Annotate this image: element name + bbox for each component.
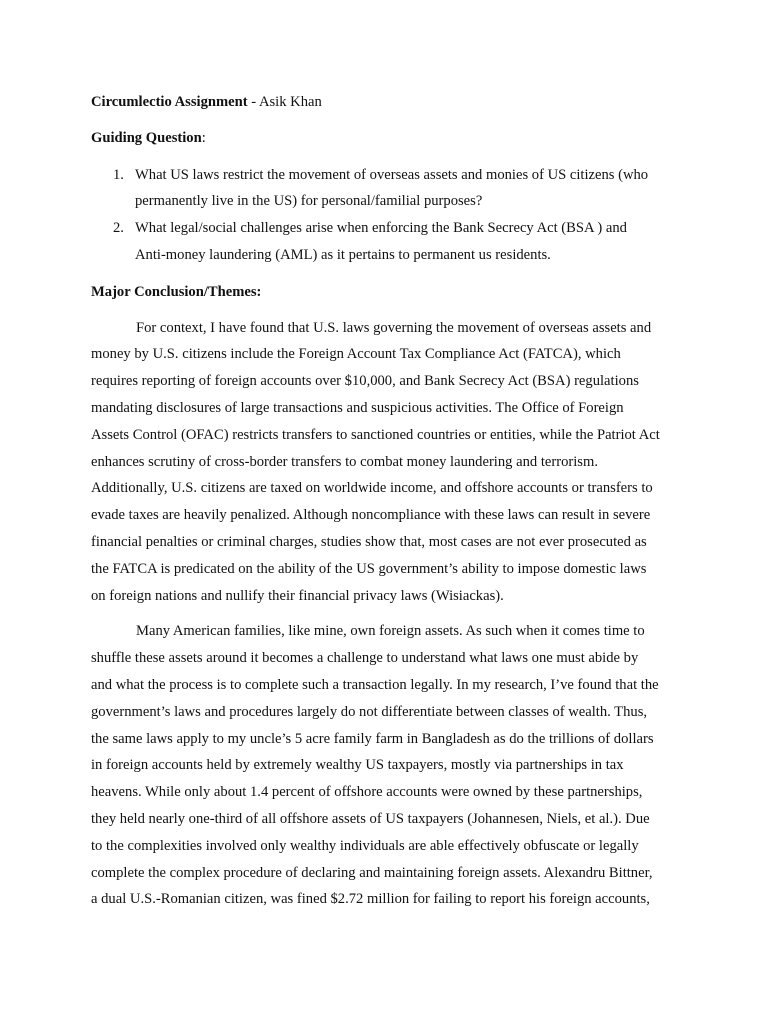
- question-number: 1.: [113, 166, 124, 183]
- paragraph-line: government’s laws and procedures largely do not differentiate between classes of wealth. Thus,: [91, 703, 648, 720]
- paragraph-line: on foreign nations and nullify their financial privacy laws (Wisiackas).: [91, 587, 504, 604]
- paragraph-line: in foreign accounts held by extremely wealthy US taxpayers, mostly via partnerships in tax: [91, 757, 624, 774]
- paragraph-line: complete the complex procedure of declaring and maintaining foreign assets. Alexandru Bittner,: [91, 864, 653, 881]
- document-title: [91, 89, 681, 116]
- themes-heading: Major Conclusion/Themes:: [91, 283, 262, 300]
- paragraph-line: the FATCA is predicated on the ability of the US government’s ability to impose domestic laws: [91, 560, 647, 577]
- body-paragraph-context: [91, 315, 681, 610]
- paragraph-line: Assets Control (OFAC) restricts transfers to sanctioned countries or entities, while the Patriot Act: [91, 426, 660, 443]
- guiding-question-colon: :: [201, 129, 206, 146]
- guiding-question-heading: [91, 125, 681, 152]
- question-line: What legal/social challenges arise when enforcing the Bank Secrecy Act (BSA ) and: [135, 220, 627, 237]
- paragraph-line: mandating disclosures of large transactions and suspicious activities. The Office of Foreign: [91, 399, 624, 416]
- paragraph-line: and what the process is to complete such a transaction legally. In my research, I’ve found that the: [91, 676, 659, 693]
- question-line: Anti-money laundering (AML) as it pertains to permanent us residents.: [135, 246, 551, 263]
- paragraph-line: the same laws apply to my uncle’s 5 acre family farm in Bangladesh as do the trillions of dollars: [91, 730, 654, 747]
- paragraph-line: they held nearly one-third of all offshore assets of US taxpayers (Johannesen, Niels, et al.). Due: [91, 810, 650, 827]
- body-paragraph-families: [91, 618, 681, 913]
- document-body: [91, 89, 681, 922]
- paragraph-line: to the complexities involved only wealthy individuals are able effectively obfuscate or legally: [91, 837, 639, 854]
- assignment-title: Circumlectio Assignment: [91, 94, 248, 110]
- question-line: permanently live in the US) for personal/familial purposes?: [135, 193, 483, 210]
- paragraph-line: Additionally, U.S. citizens are taxed on worldwide income, and offshore accounts or transfers to: [91, 480, 653, 497]
- paragraph-line: a dual U.S.-Romanian citizen, was fined $2.72 million for failing to report his foreign accounts,: [91, 891, 650, 908]
- guiding-question-label: Guiding Question: [91, 129, 202, 146]
- paragraph-line: heavens. While only about 1.4 percent of offshore accounts were owned by these partnerships,: [91, 784, 643, 801]
- paragraph-line: Many American families, like mine, own foreign assets. As such when it comes time to: [136, 623, 645, 640]
- paragraph-line: For context, I have found that U.S. laws governing the movement of overseas assets and: [136, 319, 652, 336]
- paragraph-line: enhances scrutiny of cross-border transfers to combat money laundering and terrorism.: [91, 453, 598, 470]
- question-line: What US laws restrict the movement of overseas assets and monies of US citizens (who: [135, 166, 649, 183]
- guiding-question-list: [91, 162, 681, 269]
- paragraph-line: shuffle these assets around it becomes a challenge to understand what laws one must abide by: [91, 650, 639, 667]
- question-item: [91, 215, 681, 269]
- paragraph-line: financial penalties or criminal charges, studies show that, most cases are not ever prosecuted as: [91, 533, 647, 550]
- paragraph-line: money by U.S. citizens include the Foreign Account Tax Compliance Act (FATCA), which: [91, 346, 621, 363]
- question-number: 2.: [113, 220, 124, 237]
- paragraph-line: evade taxes are heavily penalized. Although noncompliance with these laws can result in severe: [91, 507, 651, 524]
- question-item: [91, 162, 681, 216]
- author-name: - Asik Khan: [247, 94, 322, 110]
- paragraph-line: requires reporting of foreign accounts over $10,000, and Bank Secrecy Act (BSA) regulations: [91, 373, 639, 390]
